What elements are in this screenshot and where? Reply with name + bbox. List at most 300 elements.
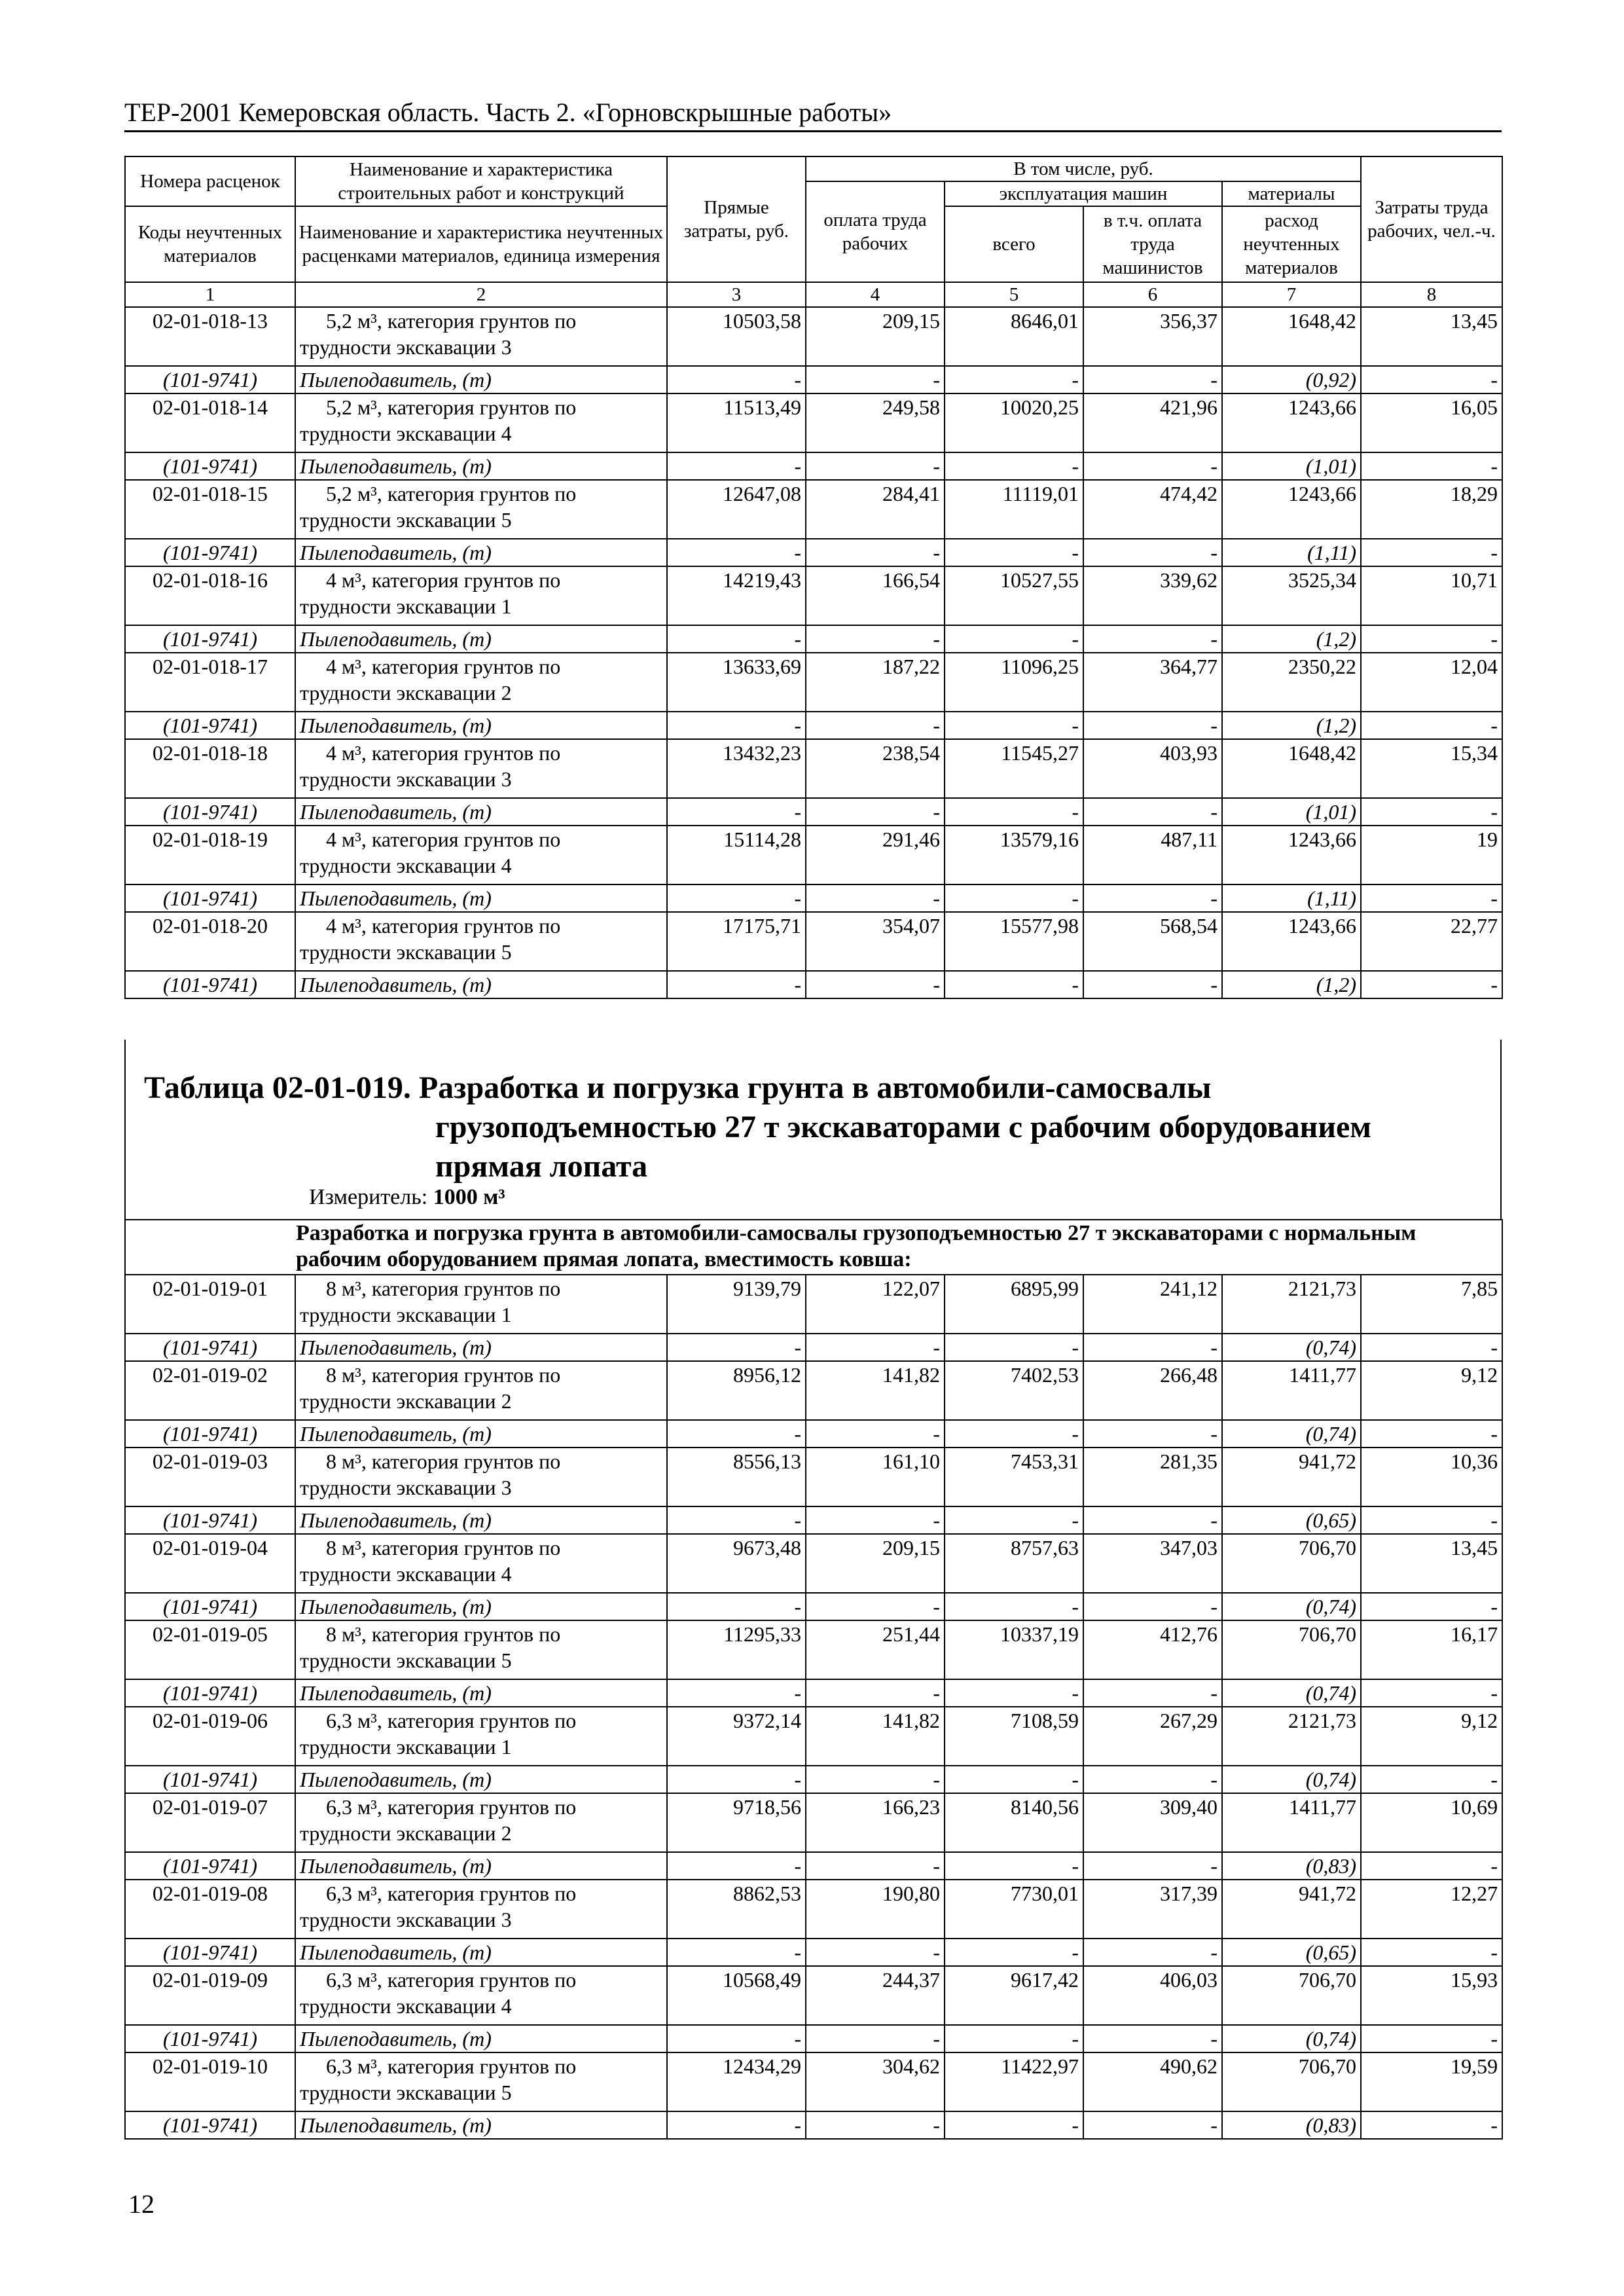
direct-costs-value: 8862,53 [667,1880,806,1939]
material-row [125,1679,1502,1707]
machines-total-value: 11096,25 [945,653,1083,712]
material-name: Пылеподавитель, (т) [295,1766,667,1793]
machines-total-value: 13579,16 [945,826,1083,884]
labor-hours-value: 10,69 [1361,1793,1502,1852]
material-hours-dash: - [1361,452,1502,480]
material-machines-dash: - [945,1334,1083,1361]
material-labor-dash: - [806,1420,945,1448]
labor-pay-value: 190,80 [806,1880,945,1939]
material-hours-dash: - [1361,1852,1502,1880]
labor-pay-value: 209,15 [806,307,945,366]
material-labor-dash: - [806,1939,945,1966]
page-header-title: ТЕР-2001 Кемеровская область. Часть 2. «Горновскрышные работы» [124,98,892,127]
material-row [125,2111,1502,2139]
material-machinist-dash: - [1083,2111,1222,2139]
rate-name-line-2: трудности экскавации 3 [300,1908,512,1931]
rate-name-line-1: 5,2 м³, категория грунтов по [326,395,577,419]
materials-value: 1648,42 [1222,739,1361,798]
rate-name [295,1361,667,1420]
rate-row [125,912,1502,971]
column-number: 1 [125,282,295,307]
rate-code: 02-01-018-17 [125,653,295,712]
rate-code: 02-01-019-06 [125,1707,295,1766]
material-labor-dash: - [806,798,945,826]
material-direct-dash: - [667,1334,806,1361]
material-labor-dash: - [806,625,945,653]
rate-name-line-1: 8 м³, категория грунтов по [326,1277,561,1300]
table-title [144,1068,1371,1186]
rate-code: 02-01-019-04 [125,1534,295,1593]
rate-code: 02-01-019-03 [125,1448,295,1506]
col-header-rate-number: Номера расценок [125,156,295,206]
table-title-line-2: грузоподъемностью 27 т экскаваторами с рабочим оборудованием [435,1110,1371,1144]
direct-costs-value: 12434,29 [667,2052,806,2111]
rate-row [125,739,1502,798]
material-machinist-dash: - [1083,1852,1222,1880]
rate-name-line-2: трудности экскавации 2 [300,681,512,704]
machines-total-value: 11119,01 [945,480,1083,539]
labor-pay-value: 249,58 [806,393,945,452]
material-use-value: (0,74) [1222,1679,1361,1707]
rate-name-line-2: трудности экскавации 3 [300,335,512,359]
material-labor-dash: - [806,452,945,480]
machinist-pay-value: 347,03 [1083,1534,1222,1593]
material-code: (101-9741) [125,971,295,998]
material-machines-dash: - [945,1420,1083,1448]
column-numbers-row [125,282,1502,307]
material-machines-dash: - [945,798,1083,826]
material-name: Пылеподавитель, (т) [295,798,667,826]
material-name: Пылеподавитель, (т) [295,452,667,480]
labor-pay-value: 166,54 [806,566,945,625]
rate-name-line-1: 4 м³, категория грунтов по [326,741,561,765]
rate-row [125,1361,1502,1420]
material-hours-dash: - [1361,1506,1502,1534]
rate-row [125,2052,1502,2111]
rate-name [295,739,667,798]
machinist-pay-value: 339,62 [1083,566,1222,625]
material-labor-dash: - [806,539,945,566]
rate-code: 02-01-018-19 [125,826,295,884]
machinist-pay-value: 364,77 [1083,653,1222,712]
material-row [125,539,1502,566]
material-hours-dash: - [1361,2111,1502,2139]
materials-value: 1648,42 [1222,307,1361,366]
material-row [125,712,1502,739]
labor-pay-value: 251,44 [806,1620,945,1679]
material-machines-dash: - [945,1766,1083,1793]
material-row [125,1852,1502,1880]
material-hours-dash: - [1361,884,1502,912]
labor-hours-value: 12,04 [1361,653,1502,712]
material-row [125,1593,1502,1620]
material-machinist-dash: - [1083,452,1222,480]
rates-table-019 [124,1219,1503,2140]
material-labor-dash: - [806,971,945,998]
machinist-pay-value: 421,96 [1083,393,1222,452]
material-hours-dash: - [1361,625,1502,653]
material-machinist-dash: - [1083,1939,1222,1966]
rate-name [295,1448,667,1506]
material-name: Пылеподавитель, (т) [295,712,667,739]
material-use-value: (1,01) [1222,798,1361,826]
material-use-value: (1,2) [1222,712,1361,739]
material-row [125,366,1502,393]
material-code: (101-9741) [125,452,295,480]
labor-pay-value: 238,54 [806,739,945,798]
material-code: (101-9741) [125,625,295,653]
materials-value: 941,72 [1222,1448,1361,1506]
col-header-work-name: Наименование и характеристика строительных работ и конструкций [295,156,667,206]
material-direct-dash: - [667,452,806,480]
rate-row [125,1966,1502,2025]
material-use-value: (0,83) [1222,2111,1361,2139]
machines-total-value: 8646,01 [945,307,1083,366]
material-machines-dash: - [945,1679,1083,1707]
material-hours-dash: - [1361,1679,1502,1707]
material-hours-dash: - [1361,712,1502,739]
labor-hours-value: 16,17 [1361,1620,1502,1679]
material-machines-dash: - [945,1939,1083,1966]
machinist-pay-value: 474,42 [1083,480,1222,539]
table-title-line-1: Таблица 02-01-019. Разработка и погрузка грунта в автомобили-самосвалы [144,1070,1212,1105]
direct-costs-value: 9139,79 [667,1275,806,1334]
direct-costs-value: 10503,58 [667,307,806,366]
material-direct-dash: - [667,2025,806,2052]
rate-code: 02-01-019-05 [125,1620,295,1679]
rate-name-line-2: трудности экскавации 4 [300,854,512,877]
labor-hours-value: 7,85 [1361,1275,1502,1334]
material-name: Пылеподавитель, (т) [295,1939,667,1966]
material-name: Пылеподавитель, (т) [295,1334,667,1361]
material-direct-dash: - [667,971,806,998]
header-rule [124,130,1502,132]
machinist-pay-value: 309,40 [1083,1793,1222,1852]
rate-row [125,1880,1502,1939]
machinist-pay-value: 406,03 [1083,1966,1222,2025]
material-use-value: (1,11) [1222,884,1361,912]
rate-row [125,826,1502,884]
direct-costs-value: 8556,13 [667,1448,806,1506]
material-row [125,2025,1502,2052]
rate-row [125,1275,1502,1334]
machinist-pay-value: 266,48 [1083,1361,1222,1420]
material-machinist-dash: - [1083,1766,1222,1793]
rate-name-line-2: трудности экскавации 4 [300,422,512,445]
direct-costs-value: 17175,71 [667,912,806,971]
material-name: Пылеподавитель, (т) [295,539,667,566]
materials-value: 1243,66 [1222,480,1361,539]
rate-name-line-1: 8 м³, категория грунтов по [326,1622,561,1646]
material-labor-dash: - [806,2111,945,2139]
measure-value: 1000 м³ [433,1185,505,1209]
col-header-direct-costs: Прямые затраты, руб. [667,156,806,282]
material-code: (101-9741) [125,1506,295,1534]
material-name: Пылеподавитель, (т) [295,2111,667,2139]
direct-costs-value: 14219,43 [667,566,806,625]
material-row [125,625,1502,653]
material-hours-dash: - [1361,1766,1502,1793]
machines-total-value: 7108,59 [945,1707,1083,1766]
material-code: (101-9741) [125,1939,295,1966]
column-number: 3 [667,282,806,307]
machines-total-value: 11545,27 [945,739,1083,798]
rate-name [295,2052,667,2111]
direct-costs-value: 9372,14 [667,1707,806,1766]
machines-total-value: 10527,55 [945,566,1083,625]
rate-name-line-1: 6,3 м³, категория грунтов по [326,2054,577,2078]
materials-value: 1243,66 [1222,826,1361,884]
material-hours-dash: - [1361,1334,1502,1361]
labor-hours-value: 10,36 [1361,1448,1502,1506]
materials-value: 1411,77 [1222,1361,1361,1420]
material-labor-dash: - [806,2025,945,2052]
materials-value: 1243,66 [1222,393,1361,452]
material-machinist-dash: - [1083,366,1222,393]
material-machinist-dash: - [1083,1593,1222,1620]
rate-code: 02-01-019-01 [125,1275,295,1334]
material-labor-dash: - [806,366,945,393]
rate-name-line-2: трудности экскавации 5 [300,1649,512,1672]
material-row [125,971,1502,998]
material-direct-dash: - [667,366,806,393]
material-row [125,1939,1502,1966]
materials-value: 2121,73 [1222,1707,1361,1766]
rate-name [295,480,667,539]
col-header-labor-pay: оплата труда рабочих [806,181,945,282]
material-name: Пылеподавитель, (т) [295,1420,667,1448]
material-machines-dash: - [945,884,1083,912]
material-machines-dash: - [945,366,1083,393]
labor-hours-value: 13,45 [1361,307,1502,366]
direct-costs-value: 9673,48 [667,1534,806,1593]
material-direct-dash: - [667,1852,806,1880]
machinist-pay-value: 281,35 [1083,1448,1222,1506]
material-row [125,1334,1502,1361]
material-machinist-dash: - [1083,1420,1222,1448]
direct-costs-value: 11513,49 [667,393,806,452]
material-row [125,798,1502,826]
labor-pay-value: 187,22 [806,653,945,712]
material-code: (101-9741) [125,1593,295,1620]
direct-costs-value: 10568,49 [667,1966,806,2025]
rate-name [295,566,667,625]
material-direct-dash: - [667,625,806,653]
rate-row [125,1448,1502,1506]
material-direct-dash: - [667,1679,806,1707]
material-machines-dash: - [945,1593,1083,1620]
rate-code: 02-01-019-07 [125,1793,295,1852]
page-number: 12 [128,2189,154,2219]
column-number: 5 [945,282,1083,307]
material-machines-dash: - [945,2025,1083,2052]
rate-row [125,1793,1502,1852]
rate-name-line-2: трудности экскавации 3 [300,1476,512,1499]
col-header-labor-hours: Затраты труда рабочих, чел.-ч. [1361,156,1502,282]
rate-name [295,1707,667,1766]
measure-unit [309,1185,505,1210]
machinist-pay-value: 487,11 [1083,826,1222,884]
rate-name-line-1: 4 м³, категория грунтов по [326,568,561,592]
material-code: (101-9741) [125,798,295,826]
rate-code: 02-01-018-14 [125,393,295,452]
material-name: Пылеподавитель, (т) [295,625,667,653]
rate-row [125,393,1502,452]
labor-pay-value: 291,46 [806,826,945,884]
material-row [125,1506,1502,1534]
rate-code: 02-01-018-20 [125,912,295,971]
materials-value: 1243,66 [1222,912,1361,971]
rate-name-line-2: трудности экскавации 4 [300,1994,512,2018]
machinist-pay-value: 267,29 [1083,1707,1222,1766]
labor-hours-value: 12,27 [1361,1880,1502,1939]
material-direct-dash: - [667,2111,806,2139]
machines-total-value: 9617,42 [945,1966,1083,2025]
col-header-materials: материалы [1222,181,1361,206]
material-use-value: (1,01) [1222,452,1361,480]
material-use-value: (0,92) [1222,366,1361,393]
machinist-pay-value: 412,76 [1083,1620,1222,1679]
labor-pay-value: 284,41 [806,480,945,539]
labor-pay-value: 166,23 [806,1793,945,1852]
material-direct-dash: - [667,539,806,566]
section-subheading: Разработка и погрузка грунта в автомобили-самосвалы грузоподъемностью 27 т экскаваторами с нормальным рабочим оборудованием прямая лопата, вместимость ковша: [125,1220,1502,1275]
labor-hours-value: 16,05 [1361,393,1502,452]
rate-row [125,566,1502,625]
machines-total-value: 7453,31 [945,1448,1083,1506]
rate-name-line-1: 6,3 м³, категория грунтов по [326,1968,577,1992]
rate-name-line-1: 8 м³, категория грунтов по [326,1363,561,1387]
rate-name-line-1: 6,3 м³, категория грунтов по [326,1795,577,1819]
rate-row [125,1620,1502,1679]
material-code: (101-9741) [125,712,295,739]
material-machines-dash: - [945,625,1083,653]
direct-costs-value: 8956,12 [667,1361,806,1420]
material-code: (101-9741) [125,2025,295,2052]
column-number: 6 [1083,282,1222,307]
material-machines-dash: - [945,539,1083,566]
machinist-pay-value: 317,39 [1083,1880,1222,1939]
rate-name [295,1534,667,1593]
column-number: 2 [295,282,667,307]
material-hours-dash: - [1361,539,1502,566]
rate-name [295,393,667,452]
labor-hours-value: 15,34 [1361,739,1502,798]
labor-hours-value: 10,71 [1361,566,1502,625]
material-use-value: (0,65) [1222,1506,1361,1534]
machines-total-value: 6895,99 [945,1275,1083,1334]
machines-total-value: 10020,25 [945,393,1083,452]
rate-row [125,480,1502,539]
machines-total-value: 8757,63 [945,1534,1083,1593]
rate-row [125,1707,1502,1766]
material-machines-dash: - [945,1852,1083,1880]
material-machines-dash: - [945,1506,1083,1534]
machinist-pay-value: 490,62 [1083,2052,1222,2111]
material-labor-dash: - [806,884,945,912]
rate-name-line-1: 8 м³, категория грунтов по [326,1536,561,1559]
labor-hours-value: 9,12 [1361,1707,1502,1766]
material-row [125,452,1502,480]
material-labor-dash: - [806,1766,945,1793]
material-row [125,1420,1502,1448]
material-code: (101-9741) [125,1679,295,1707]
material-use-value: (0,74) [1222,1334,1361,1361]
direct-costs-value: 13432,23 [667,739,806,798]
material-machinist-dash: - [1083,625,1222,653]
material-code: (101-9741) [125,1420,295,1448]
rate-name-line-2: трудности экскавации 1 [300,594,512,618]
machinist-pay-value: 568,54 [1083,912,1222,971]
rate-name [295,1880,667,1939]
rate-code: 02-01-019-09 [125,1966,295,2025]
material-machinist-dash: - [1083,1506,1222,1534]
col-header-in-total: В том числе, руб. [806,156,1361,181]
column-number: 4 [806,282,945,307]
labor-pay-value: 304,62 [806,2052,945,2111]
material-row [125,1766,1502,1793]
col-header-material-use: расход неучтенных материалов [1222,206,1361,282]
material-labor-dash: - [806,1852,945,1880]
material-direct-dash: - [667,1766,806,1793]
material-machines-dash: - [945,2111,1083,2139]
material-machinist-dash: - [1083,2025,1222,2052]
rate-name-line-1: 4 м³, категория грунтов по [326,828,561,851]
machines-total-value: 11422,97 [945,2052,1083,2111]
material-labor-dash: - [806,1334,945,1361]
machinist-pay-value: 241,12 [1083,1275,1222,1334]
labor-hours-value: 15,93 [1361,1966,1502,2025]
material-machines-dash: - [945,971,1083,998]
rate-code: 02-01-019-08 [125,1880,295,1939]
rate-name [295,1620,667,1679]
column-number: 8 [1361,282,1502,307]
rate-name-line-2: трудности экскавации 1 [300,1303,512,1326]
materials-value: 706,70 [1222,2052,1361,2111]
rate-name-line-2: трудности экскавации 5 [300,940,512,964]
rate-name-line-1: 6,3 м³, категория грунтов по [326,1882,577,1905]
material-hours-dash: - [1361,798,1502,826]
machines-total-value: 7402,53 [945,1361,1083,1420]
material-hours-dash: - [1361,366,1502,393]
rate-name-line-2: трудности экскавации 5 [300,2081,512,2104]
rate-code: 02-01-018-13 [125,307,295,366]
labor-pay-value: 354,07 [806,912,945,971]
material-labor-dash: - [806,712,945,739]
material-machines-dash: - [945,452,1083,480]
machines-total-value: 8140,56 [945,1793,1083,1852]
rate-name-line-2: трудности экскавации 1 [300,1735,512,1758]
table-caption-block [124,1040,1502,1219]
material-hours-dash: - [1361,2025,1502,2052]
machines-total-value: 7730,01 [945,1880,1083,1939]
material-direct-dash: - [667,884,806,912]
material-code: (101-9741) [125,884,295,912]
material-code: (101-9741) [125,2111,295,2139]
material-name: Пылеподавитель, (т) [295,1506,667,1534]
rate-code: 02-01-019-02 [125,1361,295,1420]
material-direct-dash: - [667,1939,806,1966]
col-header-material-name: Наименование и характеристика неучтенных расценками материалов, единица измерения [295,206,667,282]
material-use-value: (1,2) [1222,971,1361,998]
rate-name-line-2: трудности экскавации 2 [300,1821,512,1845]
material-hours-dash: - [1361,1593,1502,1620]
material-machinist-dash: - [1083,884,1222,912]
material-code: (101-9741) [125,366,295,393]
material-use-value: (0,83) [1222,1852,1361,1880]
material-labor-dash: - [806,1593,945,1620]
col-header-machines-total: всего [945,206,1083,282]
